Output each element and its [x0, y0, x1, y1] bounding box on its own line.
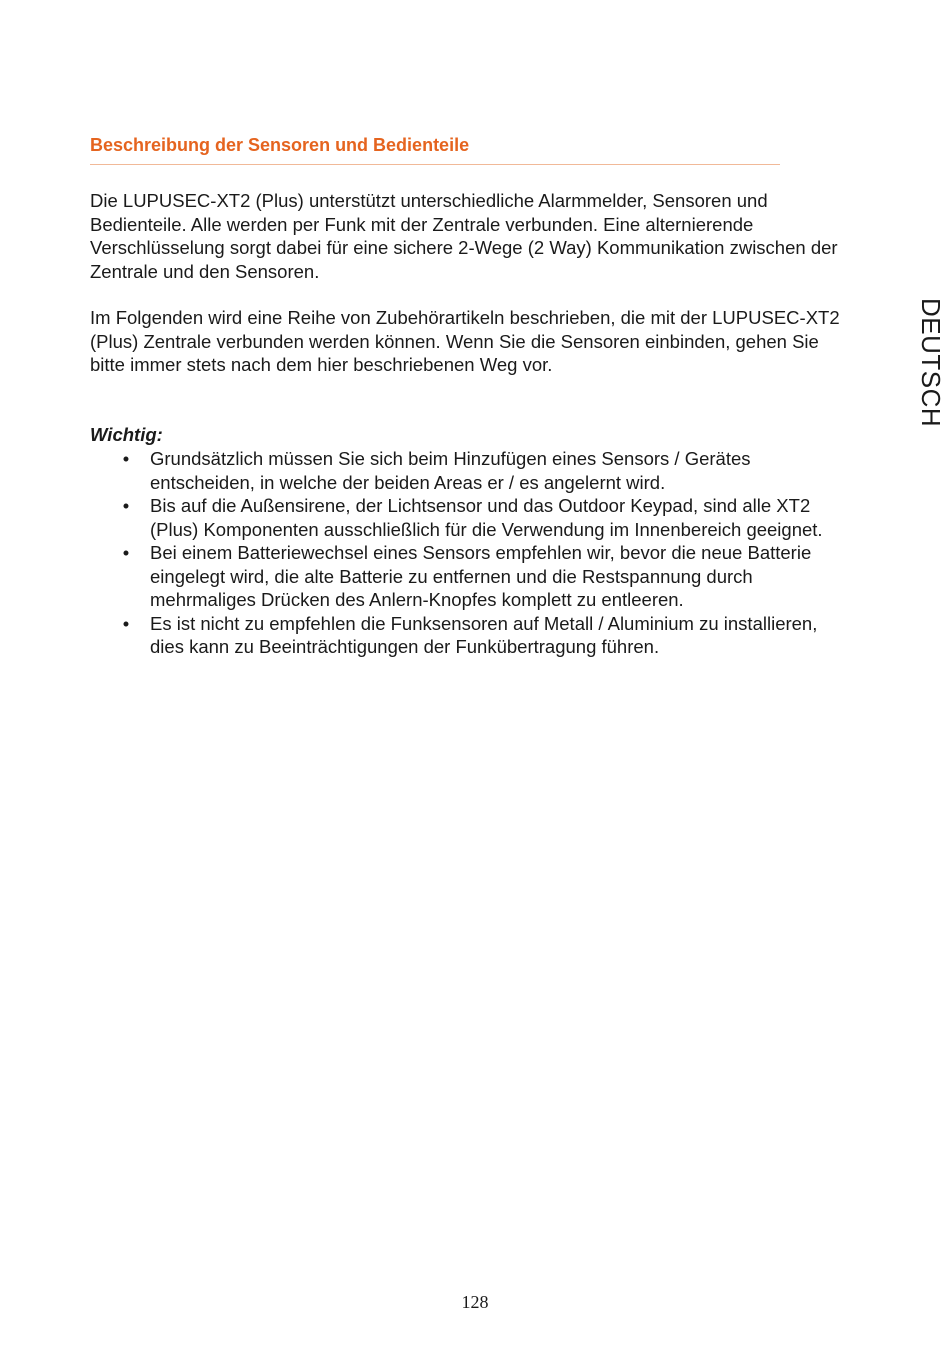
list-item-text: Bei einem Batteriewechsel eines Sensors empfehlen wir, bevor die neue Batterie eingelegt wird, die alte Batterie zu entfernen und die Restspannung durch mehrmaliges Drücken des Anlern-Knopfes komplett zu entleeren.	[150, 542, 812, 610]
accessories-paragraph: Im Folgenden wird eine Reihe von Zubehörartikeln beschrieben, die mit der LUPUSEC-XT2 (Plus) Zentrale verbunden werden können. Wenn Sie die Sensoren einbinden, gehen Sie bitte immer stets nach dem hier beschriebenen Weg vor.	[90, 307, 840, 375]
title-divider	[90, 164, 780, 165]
bullet-icon: •	[122, 612, 130, 634]
list-item-text: Grundsätzlich müssen Sie sich beim Hinzufügen eines Sensors / Gerätes entscheiden, in welche der beiden Areas er / es angelernt wird.	[150, 448, 751, 493]
intro-paragraph: Die LUPUSEC-XT2 (Plus) unterstützt unterschiedliche Alarmmelder, Sensoren und Bedienteile. Alle werden per Funk mit der Zentrale verbunden. Eine alternierende Verschlüsselung sorgt dabei für eine sichere 2-Wege (2 Way) Kommunikation zwischen der Zentrale und den Sensoren.	[90, 190, 838, 282]
list-item	[90, 447, 850, 494]
language-label-text: DEUTSCH	[916, 298, 946, 428]
list-item	[90, 612, 850, 659]
list-item-text: Es ist nicht zu empfehlen die Funksensoren auf Metall / Aluminium zu installieren, dies kann zu Beeinträchtigungen der Funkübertragung führen.	[150, 612, 818, 657]
important-list	[90, 447, 850, 659]
language-side-label	[892, 298, 950, 438]
list-item	[90, 541, 850, 612]
page-number: 128	[461, 1292, 489, 1312]
list-item	[90, 494, 850, 541]
bullet-icon: •	[122, 495, 130, 516]
important-label: Wichtig:	[90, 424, 163, 445]
bullet-icon: •	[122, 448, 130, 469]
list-item-text: Bis auf die Außensirene, der Lichtsensor und das Outdoor Keypad, sind alle XT2 (Plus) Komponenten ausschließlich für die Verwendung im Innenbereich geeignet.	[150, 495, 823, 540]
bullet-icon: •	[122, 542, 130, 563]
section-title: Beschreibung der Sensoren und Bedienteile	[90, 135, 470, 155]
